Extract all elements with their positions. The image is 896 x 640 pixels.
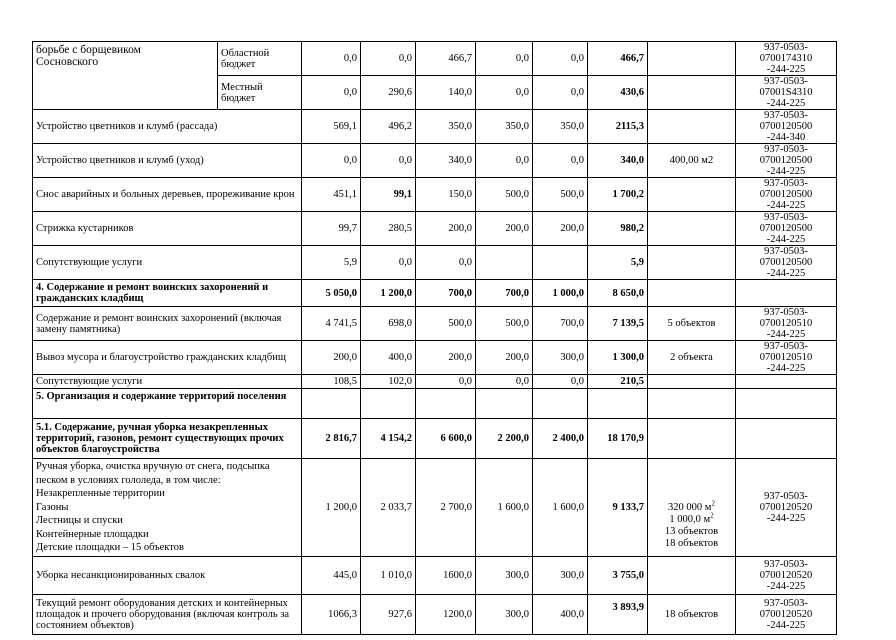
value-cell: 1600,0 — [416, 557, 476, 595]
budget-source-cell: Местный бюджет — [218, 76, 302, 110]
row-name-cell: Сопутствующие услуги — [33, 246, 302, 280]
empty-cell — [588, 389, 648, 419]
section-title-cell: 5.1. Содержание, ручная уборка незакрепленных территорий, газонов, ремонт существующих прочих объектов благоустройства — [33, 419, 302, 459]
quantity-line: 18 объектов — [664, 538, 719, 549]
quantity-cell: 18 объектов — [648, 595, 736, 635]
value-cell: 445,0 — [302, 557, 361, 595]
quantity-line — [651, 511, 732, 526]
value-cell: 300,0 — [476, 557, 533, 595]
total-cell: 3 893,9 — [588, 595, 648, 635]
budget-source-cell: Областной бюджет — [218, 42, 302, 76]
code-cell — [736, 419, 837, 459]
value-cell: 1 010,0 — [361, 557, 416, 595]
value-cell: 1 600,0 — [533, 459, 588, 557]
quantity-cell — [648, 110, 736, 144]
total-cell: 1 700,2 — [588, 178, 648, 212]
value-cell: 350,0 — [416, 110, 476, 144]
value-cell: 0,0 — [416, 375, 476, 389]
value-cell: 140,0 — [416, 76, 476, 110]
value-cell: 496,2 — [361, 110, 416, 144]
value-cell: 1200,0 — [416, 595, 476, 635]
value-cell: 300,0 — [533, 557, 588, 595]
value-cell: 5 050,0 — [302, 280, 361, 307]
value-cell: 700,0 — [533, 307, 588, 341]
value-cell: 102,0 — [361, 375, 416, 389]
value-cell: 0,0 — [361, 42, 416, 76]
value-cell: 0,0 — [533, 144, 588, 178]
value-cell: 0,0 — [302, 42, 361, 76]
empty-cell — [736, 389, 837, 419]
total-cell: 3 755,0 — [588, 557, 648, 595]
value-cell: 1066,3 — [302, 595, 361, 635]
row-name-cell: Сопутствующие услуги — [33, 375, 302, 389]
section-title-cell: 4. Содержание и ремонт воинских захоронений и гражданских кладбищ — [33, 280, 302, 307]
table-row — [33, 246, 837, 280]
value-cell: 0,0 — [533, 42, 588, 76]
value-cell: 0,0 — [476, 76, 533, 110]
value-cell: 300,0 — [533, 341, 588, 375]
value-cell: 2 816,7 — [302, 419, 361, 459]
total-cell: 5,9 — [588, 246, 648, 280]
empty-cell — [533, 389, 588, 419]
section-row — [33, 389, 837, 419]
value-cell: 99,7 — [302, 212, 361, 246]
row-name-cell: Текущий ремонт оборудования детских и контейнерных площадок и прочего оборудования (включая контроль за состоянием объектов) — [33, 595, 302, 635]
total-cell: 9 133,7 — [588, 459, 648, 557]
value-cell: 200,0 — [416, 341, 476, 375]
quantity-line — [651, 499, 732, 514]
code-cell — [736, 375, 837, 389]
value-cell: 2 033,7 — [361, 459, 416, 557]
value-cell: 1 000,0 — [533, 280, 588, 307]
value-cell: 500,0 — [476, 178, 533, 212]
total-cell: 466,7 — [588, 42, 648, 76]
value-cell: 400,0 — [533, 595, 588, 635]
value-cell: 1 200,0 — [361, 280, 416, 307]
value-cell: 500,0 — [476, 307, 533, 341]
code-cell: 937-0503-0700120500 -244-225 — [736, 178, 837, 212]
value-cell: 99,1 — [361, 178, 416, 212]
code-cell: 937-0503-0700120500 -244-340 — [736, 110, 837, 144]
total-cell: 7 139,5 — [588, 307, 648, 341]
value-cell: 350,0 — [533, 110, 588, 144]
quantity-cell: 2 объекта — [648, 341, 736, 375]
value-cell: 700,0 — [416, 280, 476, 307]
value-cell: 2 700,0 — [416, 459, 476, 557]
total-cell: 18 170,9 — [588, 419, 648, 459]
row-name-cell: борьбе с борщевиком Сосновского — [33, 42, 218, 110]
total-cell: 8 650,0 — [588, 280, 648, 307]
value-cell: 1 200,0 — [302, 459, 361, 557]
row-name-cell: Устройство цветников и клумб (уход) — [33, 144, 302, 178]
value-cell: 400,0 — [361, 341, 416, 375]
quantity-cell — [648, 178, 736, 212]
value-cell: 0,0 — [416, 246, 476, 280]
value-cell: 340,0 — [416, 144, 476, 178]
table-row — [33, 178, 837, 212]
code-cell: 937-0503-0700120520 -244-225 — [736, 595, 837, 635]
quantity-cell: 400,00 м2 — [648, 144, 736, 178]
quantity-cell — [648, 419, 736, 459]
table-row — [33, 42, 837, 76]
table-row — [33, 307, 837, 341]
value-cell: 0,0 — [302, 76, 361, 110]
quantity-cell — [648, 42, 736, 76]
value-cell: 1 600,0 — [476, 459, 533, 557]
section-title-cell: 5. Организация и содержание территорий поселения — [33, 389, 302, 419]
total-cell: 2115,3 — [588, 110, 648, 144]
table-row — [33, 212, 837, 246]
quantity-line: 13 объектов — [664, 526, 719, 537]
code-cell: 937-0503-0700120500 -244-225 — [736, 212, 837, 246]
section-row — [33, 419, 837, 459]
value-cell: 5,9 — [302, 246, 361, 280]
value-cell: 500,0 — [416, 307, 476, 341]
value-cell: 108,5 — [302, 375, 361, 389]
quantity-cell — [648, 557, 736, 595]
superscript: 2 — [711, 499, 715, 508]
value-cell: 290,6 — [361, 76, 416, 110]
code-cell: 937-0503-0700120500 -244-225 — [736, 144, 837, 178]
value-cell: 927,6 — [361, 595, 416, 635]
code-cell: 937-0503-0700120500 -244-225 — [736, 246, 837, 280]
value-cell: 150,0 — [416, 178, 476, 212]
value-cell: 0,0 — [361, 246, 416, 280]
empty-cell — [476, 389, 533, 419]
quantity-cell — [648, 212, 736, 246]
value-cell: 200,0 — [533, 212, 588, 246]
value-cell: 500,0 — [533, 178, 588, 212]
empty-cell — [361, 389, 416, 419]
total-cell: 340,0 — [588, 144, 648, 178]
quantity-cell: 5 объектов — [648, 307, 736, 341]
value-cell: 0,0 — [476, 42, 533, 76]
table-row — [33, 459, 837, 557]
table-row — [33, 375, 837, 389]
empty-cell — [302, 389, 361, 419]
code-cell — [736, 280, 837, 307]
code-cell: 937-0503-0700174310 -244-225 — [736, 42, 837, 76]
table-row — [33, 557, 837, 595]
value-cell: 200,0 — [476, 341, 533, 375]
row-name-cell: Содержание и ремонт воинских захоронений (включая замену памятника) — [33, 307, 302, 341]
code-cell: 937-0503-0700120510 -244-225 — [736, 307, 837, 341]
row-name-cell: Ручная уборка, очистка вручную от снега, подсыпка песком в условиях гололеда, в том числе: Незакрепленные территории Газоны Лестницы и спуски Контейнерные площадки Детские площадки – 15 объектов — [33, 459, 302, 557]
row-name-cell: Уборка несанкционированных свалок — [33, 557, 302, 595]
value-cell: 698,0 — [361, 307, 416, 341]
quantity-cell — [648, 76, 736, 110]
quantity-cell — [648, 375, 736, 389]
table-row — [33, 341, 837, 375]
value-cell: 0,0 — [476, 144, 533, 178]
value-cell: 200,0 — [416, 212, 476, 246]
value-cell: 0,0 — [533, 375, 588, 389]
value-cell: 300,0 — [476, 595, 533, 635]
total-cell: 430,6 — [588, 76, 648, 110]
row-name-cell: Вывоз мусора и благоустройство гражданских кладбищ — [33, 341, 302, 375]
value-cell: 200,0 — [302, 341, 361, 375]
value-cell: 2 400,0 — [533, 419, 588, 459]
code-cell: 937-0503-0700120510 -244-225 — [736, 341, 837, 375]
code-cell: 937-0503-07001S4310 -244-225 — [736, 76, 837, 110]
value-cell — [476, 246, 533, 280]
quantity-cell — [648, 459, 736, 557]
value-cell — [533, 246, 588, 280]
value-cell: 280,5 — [361, 212, 416, 246]
total-cell: 1 300,0 — [588, 341, 648, 375]
total-cell: 210,5 — [588, 375, 648, 389]
empty-cell — [416, 389, 476, 419]
row-name-cell: Устройство цветников и клумб (рассада) — [33, 110, 302, 144]
value-cell: 350,0 — [476, 110, 533, 144]
value-cell: 700,0 — [476, 280, 533, 307]
value-cell: 6 600,0 — [416, 419, 476, 459]
value-cell: 4 741,5 — [302, 307, 361, 341]
table-row — [33, 110, 837, 144]
table-row — [33, 144, 837, 178]
total-cell: 980,2 — [588, 212, 648, 246]
value-cell: 4 154,2 — [361, 419, 416, 459]
value-cell: 200,0 — [476, 212, 533, 246]
superscript: 2 — [710, 511, 714, 520]
row-name-cell: Снос аварийных и больных деревьев, прореживание крон — [33, 178, 302, 212]
value-cell: 466,7 — [416, 42, 476, 76]
table-row — [33, 595, 837, 635]
quantity-cell — [648, 280, 736, 307]
value-cell: 0,0 — [361, 144, 416, 178]
row-name-cell: Стрижка кустарников — [33, 212, 302, 246]
quantity-cell — [648, 246, 736, 280]
budget-table — [32, 41, 837, 635]
value-cell: 0,0 — [476, 375, 533, 389]
value-cell: 2 200,0 — [476, 419, 533, 459]
empty-cell — [648, 389, 736, 419]
code-cell: 937-0503-0700120520 -244-225 — [736, 459, 837, 557]
value-cell: 569,1 — [302, 110, 361, 144]
value-cell: 451,1 — [302, 178, 361, 212]
value-cell: 0,0 — [533, 76, 588, 110]
section-row — [33, 280, 837, 307]
quantity-text: 320 000 м — [668, 502, 712, 513]
value-cell: 0,0 — [302, 144, 361, 178]
code-cell: 937-0503-0700120520 -244-225 — [736, 557, 837, 595]
quantity-text: 1 000,0 м — [669, 514, 711, 525]
